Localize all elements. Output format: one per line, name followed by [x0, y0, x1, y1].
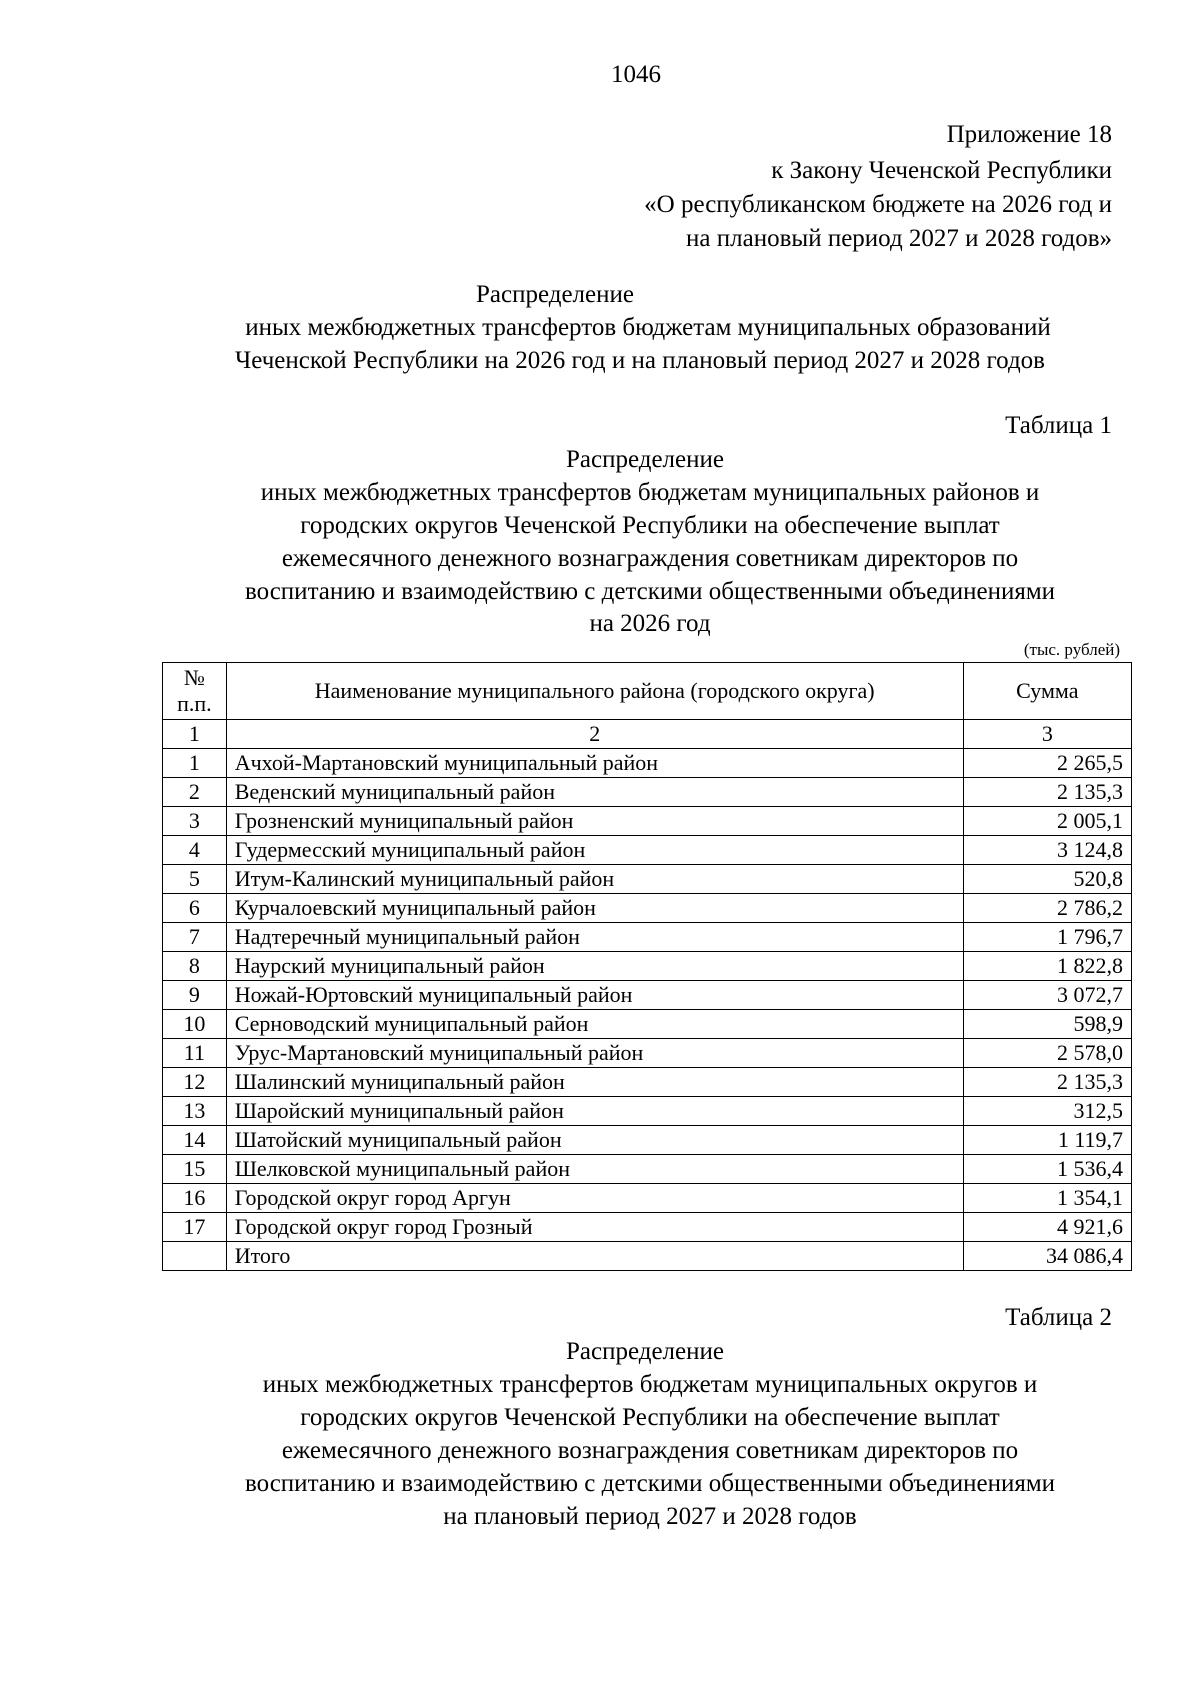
table1-label: Таблица 1	[1005, 412, 1112, 439]
row-sum: 1 822,8	[963, 952, 1131, 981]
table1	[162, 662, 1132, 1271]
row-number: 1	[163, 749, 227, 778]
row-number: 15	[163, 1155, 227, 1184]
row-sum: 2 786,2	[963, 894, 1131, 923]
table-row	[163, 981, 1132, 1010]
column-index-row	[163, 720, 1132, 749]
appendix-law-title-line1: «О республиканском бюджете на 2026 год и	[644, 191, 1112, 218]
row-name: Итого	[226, 1242, 963, 1271]
row-number: 2	[163, 778, 227, 807]
table2-title-line: на плановый период 2027 и 2028 годов	[443, 1503, 857, 1530]
row-name: Урус-Мартановский муниципальный район	[226, 1039, 963, 1068]
row-name: Веденский муниципальный район	[226, 778, 963, 807]
row-sum: 312,5	[963, 1097, 1131, 1126]
row-name: Курчалоевский муниципальный район	[226, 894, 963, 923]
table-row	[163, 952, 1132, 981]
row-sum: 34 086,4	[963, 1242, 1131, 1271]
row-sum: 3 072,7	[963, 981, 1131, 1010]
main-heading-line1: иных межбюджетных трансфертов бюджетам муниципальных образований	[245, 314, 1051, 341]
row-sum: 520,8	[963, 865, 1131, 894]
row-number: 14	[163, 1126, 227, 1155]
table-row	[163, 1213, 1132, 1242]
row-name: Ачхой-Мартановский муниципальный район	[226, 749, 963, 778]
table1-title-line: на 2026 год	[589, 610, 711, 637]
row-number: 12	[163, 1068, 227, 1097]
main-heading-title: Распределение	[476, 281, 634, 308]
table-row	[163, 1184, 1132, 1213]
row-number: 4	[163, 836, 227, 865]
table2-title-line: ежемесячного денежного вознаграждения советникам директоров по	[281, 1437, 1019, 1464]
column-index: 1	[163, 720, 227, 749]
table2-title-line: воспитанию и взаимодействию с детскими общественными объединениями	[244, 1470, 1056, 1497]
column-index: 2	[226, 720, 963, 749]
appendix-law-title-line2: на плановый период 2027 и 2028 годов»	[686, 225, 1112, 252]
row-sum: 3 124,8	[963, 836, 1131, 865]
row-number: 17	[163, 1213, 227, 1242]
row-number: 5	[163, 865, 227, 894]
row-name: Шаройский муниципальный район	[226, 1097, 963, 1126]
table-row	[163, 1010, 1132, 1039]
row-name: Городской округ город Грозный	[226, 1213, 963, 1242]
table-row	[163, 778, 1132, 807]
table1-units: (тыс. рублей)	[1023, 640, 1120, 659]
row-number	[163, 1242, 227, 1271]
row-number: 13	[163, 1097, 227, 1126]
row-sum: 1 536,4	[963, 1155, 1131, 1184]
row-sum: 2 135,3	[963, 1068, 1131, 1097]
table1-title-line: ежемесячного денежного вознаграждения советникам директоров по	[281, 545, 1019, 572]
row-name: Серноводский муниципальный район	[226, 1010, 963, 1039]
row-number: 9	[163, 981, 227, 1010]
column-index: 3	[963, 720, 1131, 749]
row-name: Ножай-Юртовский муниципальный район	[226, 981, 963, 1010]
appendix-label: Приложение 18	[946, 121, 1112, 148]
table-row	[163, 749, 1132, 778]
table-total-row	[163, 1242, 1132, 1271]
row-name: Шелковской муниципальный район	[226, 1155, 963, 1184]
page-number: 1046	[611, 61, 661, 88]
table-row	[163, 1126, 1132, 1155]
appendix-law-reference: к Закону Чеченской Республики	[771, 157, 1112, 184]
row-sum: 2 135,3	[963, 778, 1131, 807]
table1-title-line: иных межбюджетных трансфертов бюджетам муниципальных районов и	[260, 479, 1040, 506]
table-row	[163, 836, 1132, 865]
table-row	[163, 1097, 1132, 1126]
table-row	[163, 1039, 1132, 1068]
table2-title: Распределение	[566, 1338, 724, 1365]
row-sum: 1 119,7	[963, 1126, 1131, 1155]
row-number: 11	[163, 1039, 227, 1068]
table-row	[163, 807, 1132, 836]
row-sum: 1 354,1	[963, 1184, 1131, 1213]
table-row	[163, 1155, 1132, 1184]
table1-title-line: городских округов Чеченской Республики на обеспечение выплат	[300, 512, 1000, 539]
table2-title-line: городских округов Чеченской Республики на обеспечение выплат	[300, 1404, 1000, 1431]
table-row	[163, 1068, 1132, 1097]
row-name: Гудермесский муниципальный район	[226, 836, 963, 865]
row-sum: 2 265,5	[963, 749, 1131, 778]
row-name: Наурский муниципальный район	[226, 952, 963, 981]
row-name: Грозненский муниципальный район	[226, 807, 963, 836]
table-row	[163, 894, 1132, 923]
row-name: Итум-Калинский муниципальный район	[226, 865, 963, 894]
table-header-row	[163, 663, 1132, 720]
row-name: Шалинский муниципальный район	[226, 1068, 963, 1097]
table1-title-line: воспитанию и взаимодействию с детскими общественными объединениями	[244, 578, 1056, 605]
table-row	[163, 923, 1132, 952]
row-number: 3	[163, 807, 227, 836]
header-num: № п.п.	[163, 663, 227, 720]
row-number: 16	[163, 1184, 227, 1213]
row-name: Шатойский муниципальный район	[226, 1126, 963, 1155]
row-name: Городской округ город Аргун	[226, 1184, 963, 1213]
row-sum: 598,9	[963, 1010, 1131, 1039]
row-sum: 2 005,1	[963, 807, 1131, 836]
table1-title: Распределение	[566, 446, 724, 473]
table2-title-line: иных межбюджетных трансфертов бюджетам муниципальных округов и	[262, 1371, 1038, 1398]
row-sum: 4 921,6	[963, 1213, 1131, 1242]
row-sum: 2 578,0	[963, 1039, 1131, 1068]
table2-label: Таблица 2	[1005, 1304, 1112, 1331]
table-row	[163, 865, 1132, 894]
row-sum: 1 796,7	[963, 923, 1131, 952]
row-number: 8	[163, 952, 227, 981]
row-number: 6	[163, 894, 227, 923]
main-heading-line2: Чеченской Республики на 2026 год и на плановый период 2027 и 2028 годов	[235, 347, 1045, 374]
row-name: Надтеречный муниципальный район	[226, 923, 963, 952]
row-number: 10	[163, 1010, 227, 1039]
row-number: 7	[163, 923, 227, 952]
header-sum: Сумма	[963, 663, 1131, 720]
header-name: Наименование муниципального района (городского округа)	[226, 663, 963, 720]
